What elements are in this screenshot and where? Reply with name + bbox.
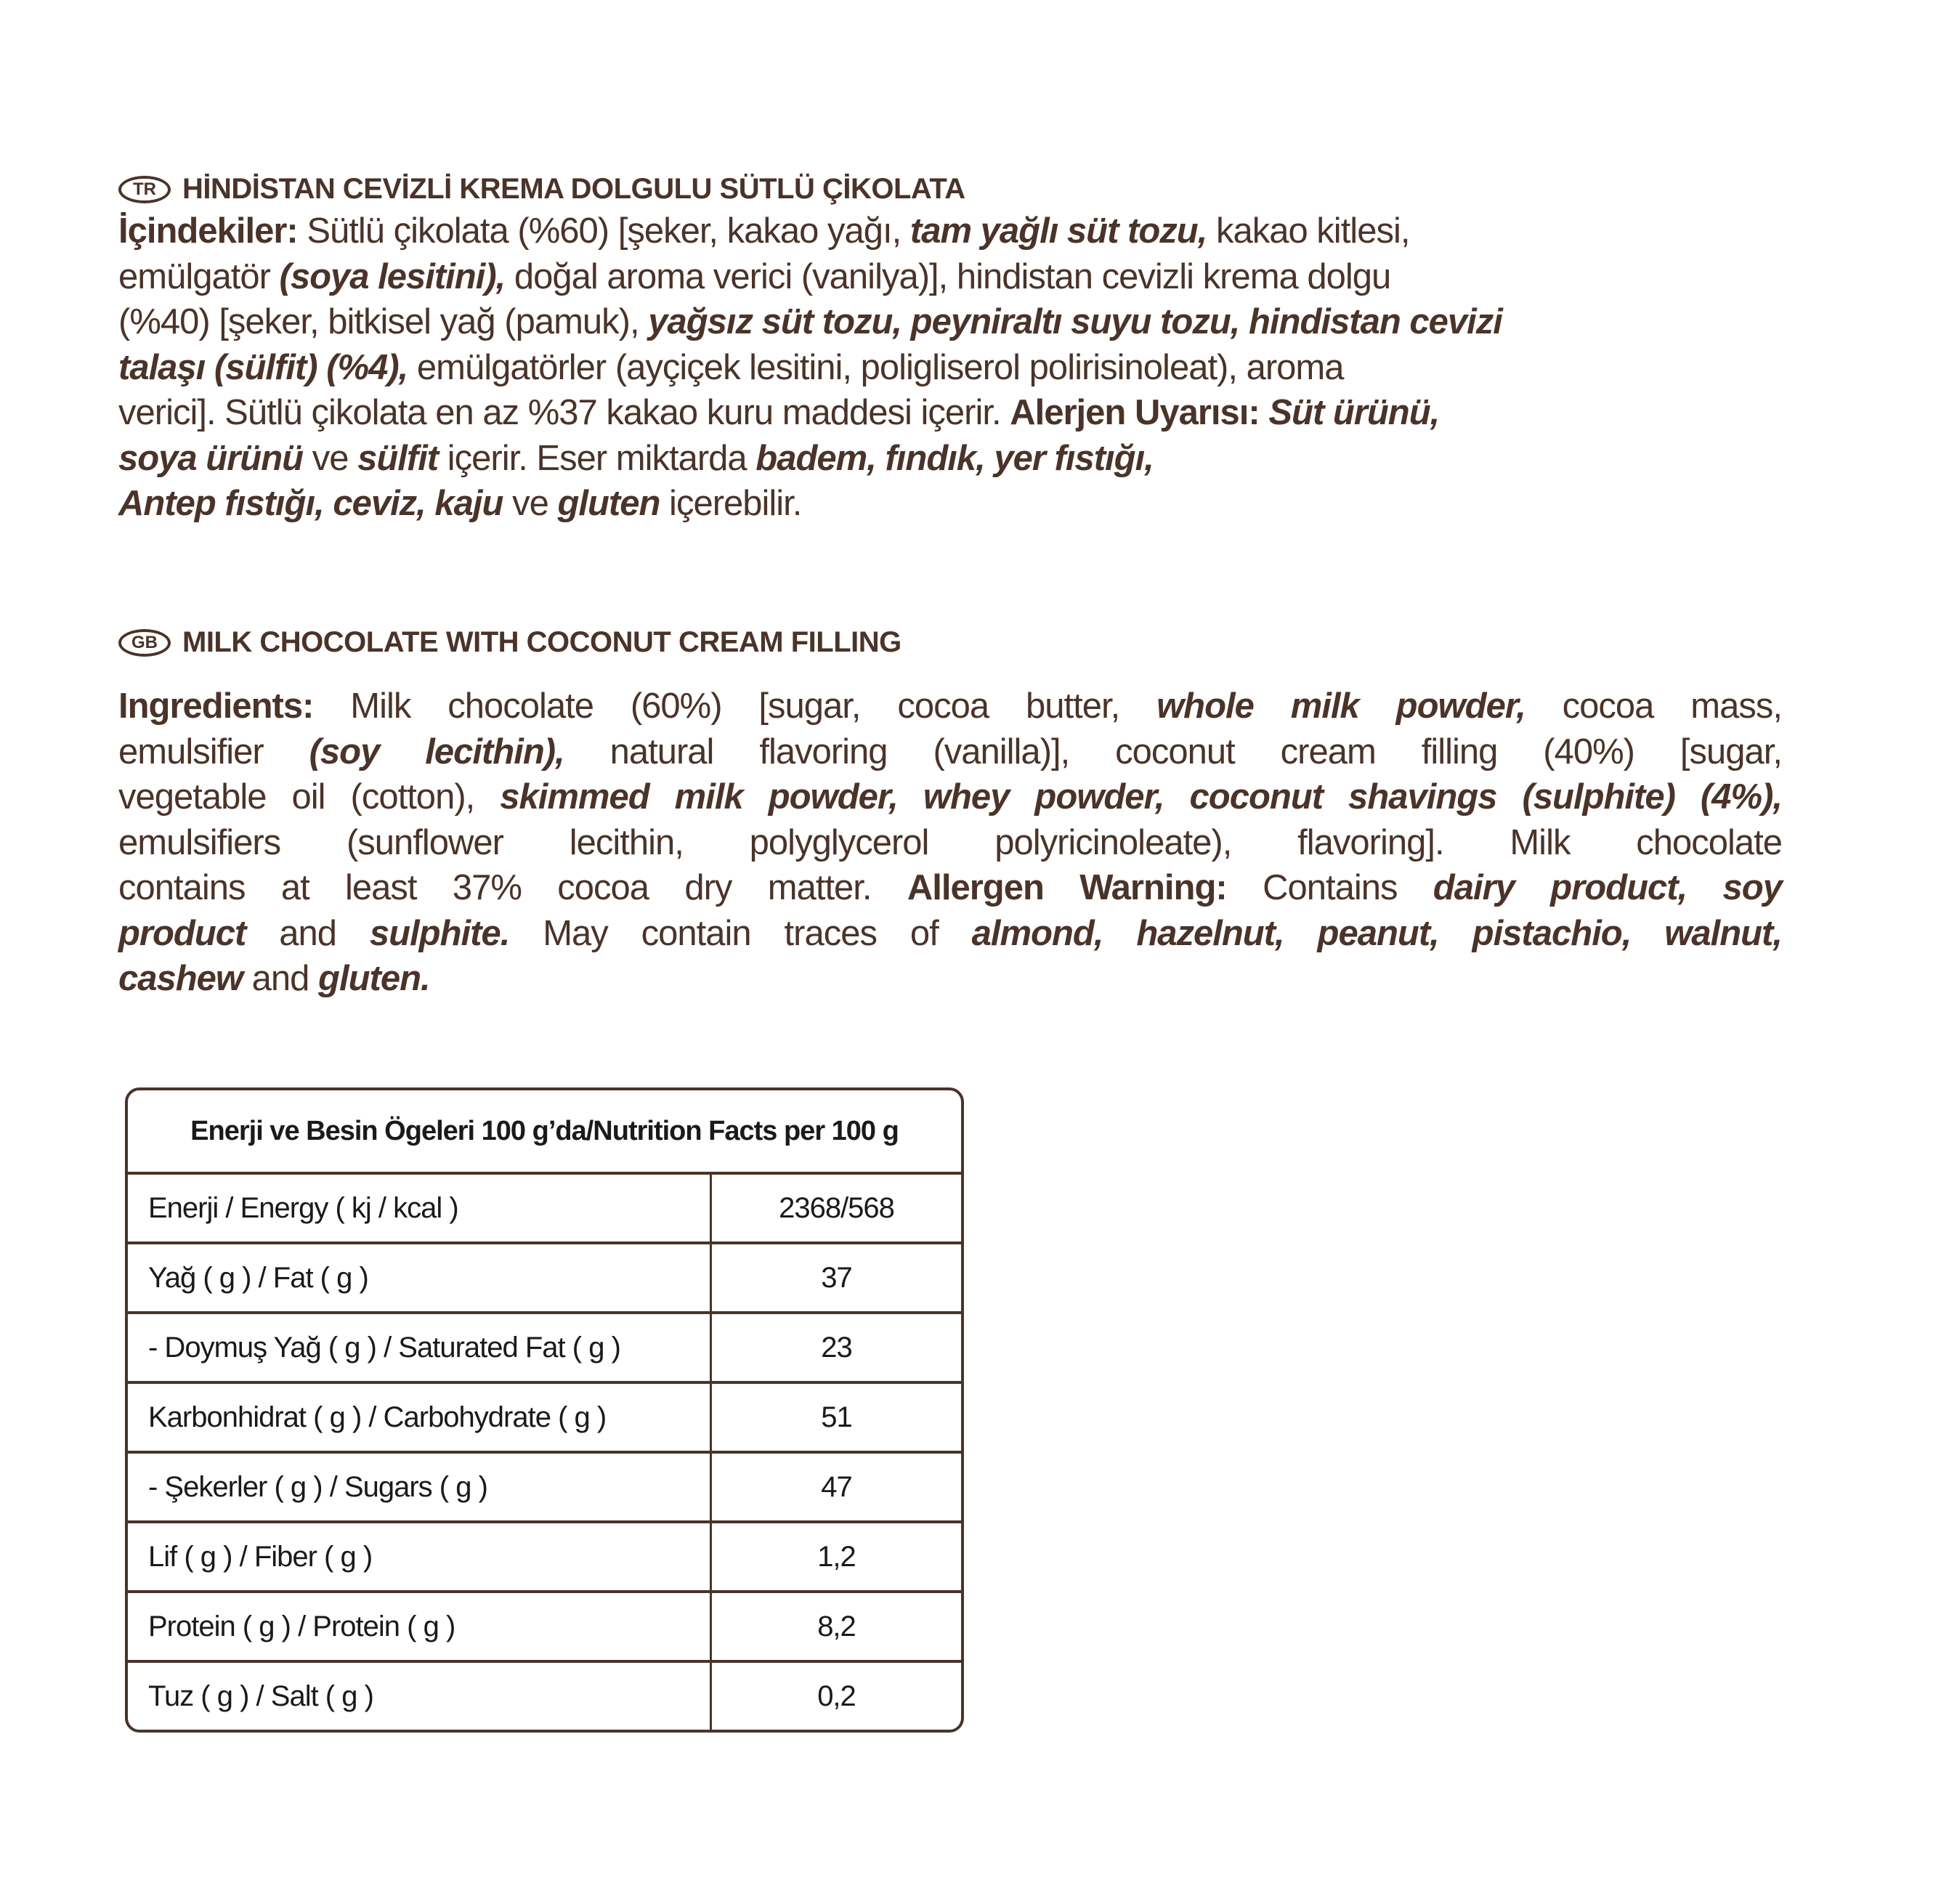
ingredient-text: and bbox=[243, 959, 319, 998]
paragraph-line bbox=[118, 299, 1717, 345]
ingredient-text: kakao kitlesi, bbox=[1207, 211, 1410, 251]
paragraph-line bbox=[118, 774, 1782, 820]
nutrient-label: Karbonhidrat ( g ) / Carbohydrate ( g ) bbox=[128, 1384, 712, 1451]
gb-language-badge: GB bbox=[118, 629, 171, 657]
ingredient-text: doğal aroma verici (vanilya)], hindistan cevizli krema dolgu bbox=[505, 256, 1391, 296]
nutrient-value: 37 bbox=[821, 1261, 852, 1294]
nutrient-label: Tuz ( g ) / Salt ( g ) bbox=[128, 1663, 712, 1730]
nutrient-label: - Şekerler ( g ) / Sugars ( g ) bbox=[128, 1454, 712, 1520]
emphasized-ingredient: (soya lesitini), bbox=[279, 256, 506, 296]
paragraph-line bbox=[118, 436, 1717, 482]
ingredient-text: verici]. Sütlü çikolata en az %37 kakao kuru maddesi içerir. bbox=[118, 393, 1010, 432]
nutrient-label: Protein ( g ) / Protein ( g ) bbox=[128, 1593, 712, 1660]
emphasized-ingredient: Süt ürünü, bbox=[1259, 393, 1440, 432]
nutrient-value: 1,2 bbox=[817, 1540, 856, 1573]
emphasized-ingredient: (soy lecithin), bbox=[309, 732, 564, 771]
ingredient-text: (%40) [şeker, bitkisel yağ (pamuk), bbox=[118, 302, 649, 341]
english-product-title: MILK CHOCOLATE WITH COCONUT CREAM FILLING bbox=[182, 626, 901, 658]
paragraph-line bbox=[118, 956, 1782, 1002]
ingredient-text: May contain traces of bbox=[509, 913, 972, 953]
table-row bbox=[128, 1384, 961, 1454]
emphasized-ingredient: talaşı (sülfit) (%4), bbox=[118, 347, 408, 387]
table-row bbox=[128, 1175, 961, 1244]
table-row bbox=[128, 1314, 961, 1384]
ingredient-text: ve bbox=[503, 484, 558, 523]
bold-label: Alerjen Uyarısı: bbox=[1010, 393, 1260, 432]
nutrient-label: - Doymuş Yağ ( g ) / Saturated Fat ( g ) bbox=[128, 1314, 712, 1381]
english-section bbox=[118, 626, 1782, 1002]
paragraph-line bbox=[118, 729, 1782, 775]
nutrient-label: Enerji / Energy ( kj / kcal ) bbox=[128, 1175, 712, 1241]
emphasized-ingredient: skimmed milk powder, whey powder, coconut shavings (sulphite) (4%), bbox=[500, 777, 1782, 817]
nutrition-table-header: Enerji ve Besin Ögeleri 100 g’da/Nutrition Facts per 100 g bbox=[128, 1090, 961, 1175]
turkish-product-title: HİNDİSTAN CEVİZLİ KREMA DOLGULU SÜTLÜ ÇİKOLATA bbox=[182, 173, 965, 205]
ingredient-text: emulsifier bbox=[118, 732, 309, 771]
emphasized-ingredient: gluten. bbox=[318, 959, 430, 998]
table-row bbox=[128, 1454, 961, 1523]
turkish-title-row bbox=[118, 173, 1717, 206]
table-row bbox=[128, 1244, 961, 1314]
ingredient-text: cocoa mass, bbox=[1525, 686, 1782, 726]
bold-label: Allergen Warning: bbox=[907, 868, 1227, 907]
paragraph-line bbox=[118, 911, 1782, 957]
paragraph-line bbox=[118, 345, 1717, 391]
nutrition-facts-table bbox=[125, 1087, 964, 1733]
ingredient-text: emülgatör bbox=[118, 256, 280, 296]
ingredient-text: and bbox=[246, 913, 370, 953]
emphasized-ingredient: tam yağlı süt tozu, bbox=[909, 211, 1207, 251]
nutrient-value: 2368/568 bbox=[779, 1191, 894, 1224]
ingredient-text: emülgatörler (ayçiçek lesitini, poligliserol polirisinoleat), aroma bbox=[408, 347, 1344, 387]
nutrient-value: 23 bbox=[821, 1331, 852, 1364]
nutrient-label: Yağ ( g ) / Fat ( g ) bbox=[128, 1244, 712, 1311]
emphasized-ingredient: dairy product, soy bbox=[1433, 868, 1782, 907]
table-row bbox=[128, 1593, 961, 1663]
english-ingredients-paragraph bbox=[118, 684, 1782, 1002]
nutrient-value: 51 bbox=[821, 1401, 852, 1433]
nutrient-value: 0,2 bbox=[817, 1680, 856, 1712]
emphasized-ingredient: Antep fıstığı, ceviz, kaju bbox=[118, 484, 503, 523]
ingredient-text: natural flavoring (vanilla)], coconut cream filling (40%) [sugar, bbox=[564, 732, 1782, 771]
ingredient-text: emulsifiers (sunflower lecithin, polyglycerol polyricinoleate), flavoring]. Milk chocolate bbox=[118, 822, 1782, 862]
emphasized-ingredient: sülfit bbox=[357, 438, 439, 478]
paragraph-line bbox=[118, 208, 1717, 254]
paragraph-line bbox=[118, 820, 1782, 866]
emphasized-ingredient: almond, hazelnut, peanut, pistachio, walnut, bbox=[971, 913, 1782, 953]
ingredient-text: vegetable oil (cotton), bbox=[118, 777, 501, 817]
bold-label: İçindekiler: bbox=[118, 211, 298, 251]
paragraph-line bbox=[118, 865, 1782, 911]
emphasized-ingredient: gluten bbox=[557, 484, 660, 523]
emphasized-ingredient: badem, fındık, yer fıstığı, bbox=[755, 438, 1154, 478]
nutrient-value: 8,2 bbox=[817, 1610, 856, 1642]
ingredient-text: Milk chocolate (60%) [sugar, cocoa butter, bbox=[313, 686, 1157, 726]
ingredient-text: ve bbox=[303, 438, 358, 478]
ingredient-text: Contains bbox=[1226, 868, 1433, 907]
emphasized-ingredient: cashew bbox=[118, 959, 243, 998]
ingredient-text: Sütlü çikolata (%60) [şeker, kakao yağı, bbox=[297, 211, 910, 251]
bold-label: Ingredients: bbox=[118, 686, 314, 726]
ingredient-text: içerebilir. bbox=[660, 484, 802, 523]
nutrient-value: 47 bbox=[821, 1470, 852, 1503]
english-title-row bbox=[118, 626, 1782, 659]
table-row bbox=[128, 1523, 961, 1593]
emphasized-ingredient: whole milk powder, bbox=[1156, 686, 1525, 726]
emphasized-ingredient: sulphite. bbox=[369, 913, 510, 953]
emphasized-ingredient: yağsız süt tozu, peyniraltı suyu tozu, hindistan cevizi bbox=[648, 302, 1502, 341]
emphasized-ingredient: product bbox=[118, 913, 246, 953]
paragraph-line bbox=[118, 481, 1717, 527]
turkish-section bbox=[118, 173, 1717, 527]
ingredient-text: içerir. Eser miktarda bbox=[438, 438, 756, 478]
paragraph-line bbox=[118, 254, 1717, 300]
turkish-ingredients-paragraph bbox=[118, 208, 1717, 527]
paragraph-line bbox=[118, 390, 1717, 436]
table-row bbox=[128, 1663, 961, 1730]
paragraph-line bbox=[118, 684, 1782, 729]
nutrient-label: Lif ( g ) / Fiber ( g ) bbox=[128, 1523, 712, 1590]
emphasized-ingredient: soya ürünü bbox=[118, 438, 304, 478]
nutrition-table-body bbox=[128, 1175, 961, 1730]
ingredient-text: contains at least 37% cocoa dry matter. bbox=[118, 868, 907, 907]
tr-language-badge: TR bbox=[118, 176, 171, 203]
